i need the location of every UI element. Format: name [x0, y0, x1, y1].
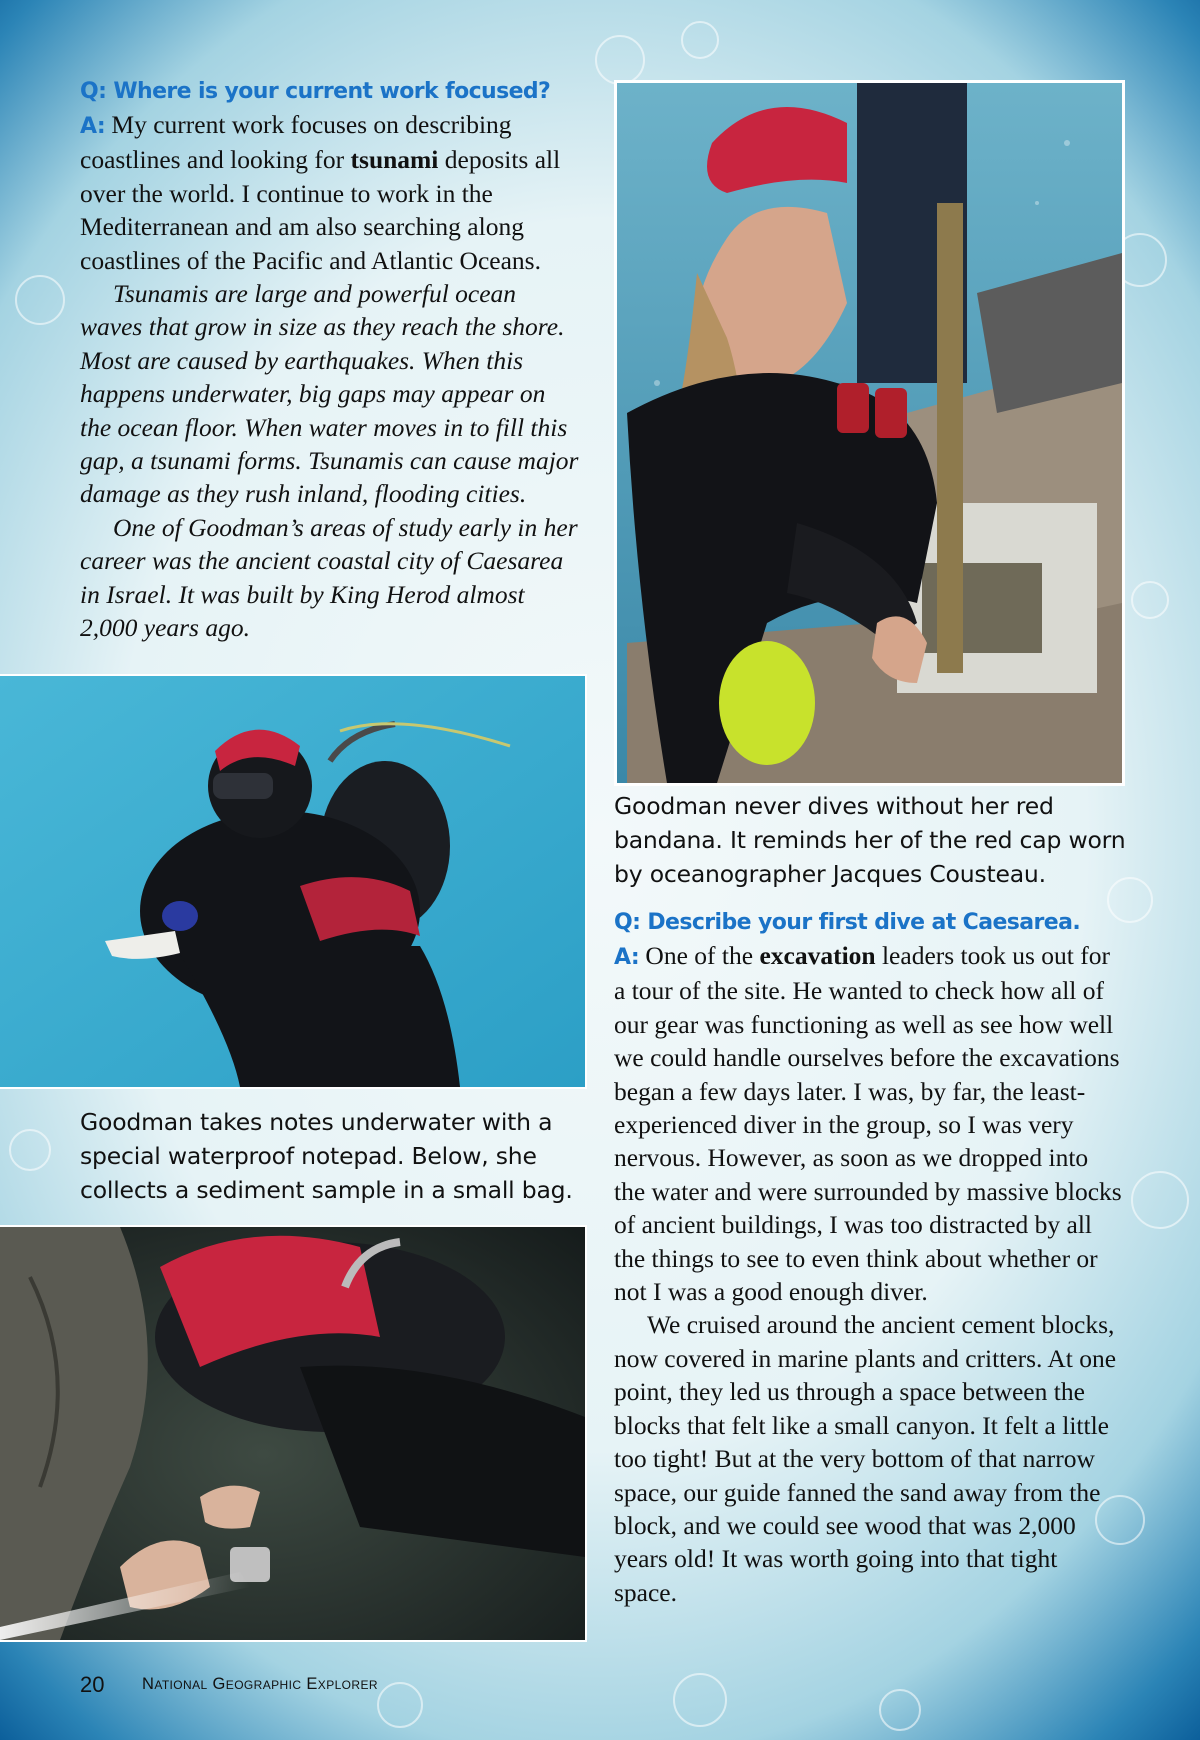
- page-number: 20: [80, 1672, 105, 1697]
- tsunami-explainer: Tsunamis are large and powerful ocean waves that grow in size as they reach the shore. Most are caused by earthquakes. When this happens underwater, big gaps may appear on the ocean floor. When water moves in to fill this gap, a tsunami forms. Tsunamis can cause major damage as they rush inland, flooding cities.: [80, 279, 579, 509]
- keyword-excavation: excavation: [759, 941, 876, 970]
- question-heading: Q: Where is your current work focused?: [80, 79, 551, 104]
- question-heading-caesarea: Q: Describe your first dive at Caesarea.: [614, 910, 1081, 935]
- answer-text-continued: deposits all over the world. I continue to work in the Mediterranean and am also searching along coastlines of the Pacific and Atlantic Oceans.: [80, 145, 561, 275]
- right-article: [614, 906, 1124, 1609]
- left-article: [80, 75, 580, 645]
- keyword-tsunami: tsunami: [350, 145, 439, 175]
- photo-bandana-portrait: [614, 80, 1125, 786]
- answer-text-caesarea-continued: leaders took us out for a tour of the site. He wanted to check how all of our gear was functioning as well as see how well we could handle ourselves before the excavations began a few days later. I was, by far, the least-experienced diver in the group, so I was very nervous. However, as soon as we dropped into the water and were surrounded by massive blocks of ancient buildings, I was too distracted by all the things to see to even think about whether or not I was a good enough diver.: [614, 941, 1122, 1307]
- answer-paragraph: [80, 108, 580, 277]
- caption-bandana-photo: Goodman never dives without her red bandana. It reminds her of the red cap worn by oceanographer Jacques Cousteau.: [614, 792, 1126, 888]
- caesarea-explainer: One of Goodman’s areas of study early in her career was the ancient coastal city of Caesarea in Israel. It was built by King Herod almost 2,000 years ago.: [80, 512, 578, 643]
- answer-paragraph-caesarea: [614, 939, 1124, 1308]
- caption-notes-photo: Goodman takes notes underwater with a special waterproof notepad. Below, she collects a sediment sample in a small bag.: [80, 1108, 573, 1204]
- photo-diver-notes: [0, 674, 587, 1089]
- publication-name: National Geographic Explorer: [142, 1675, 378, 1693]
- answer-text-caesarea: One of the: [645, 941, 754, 970]
- photo-sediment-sample: [0, 1225, 587, 1642]
- answer-text: My current work focuses on describing coastlines and looking for: [80, 110, 512, 175]
- cruise-paragraph: We cruised around the ancient cement blocks, now covered in marine plants and critters. At one point, they led us through a space between the blocks that felt like a small canyon. It felt a little too tight! But at the very bottom of that narrow space, our guide fanned the sand away from the block, and we could see wood that was 2,000 years old! It was worth going into that tight space.: [614, 1310, 1117, 1607]
- answer-label-caesarea: A:: [614, 945, 640, 970]
- answer-label: A:: [80, 114, 106, 139]
